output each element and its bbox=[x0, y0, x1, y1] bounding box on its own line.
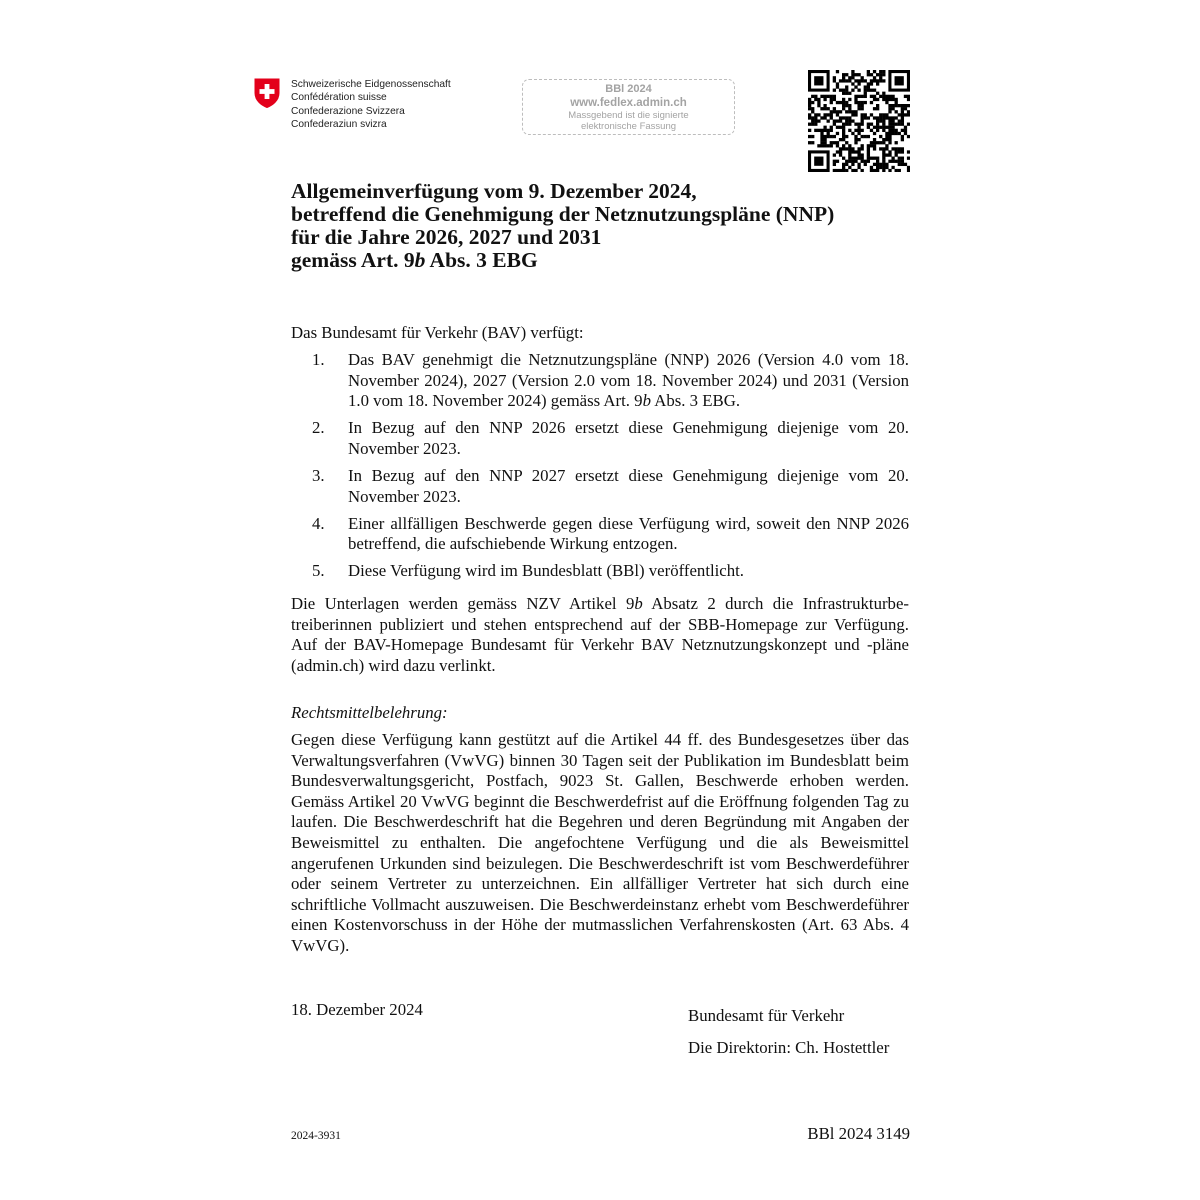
qr-code-icon bbox=[808, 70, 910, 172]
documents-paragraph: Die Unterlagen werden gemäss NZV Artikel 9b Absatz 2 durch die Infrastrukturbetreiberinnen publiziert und stehen entsprechend auf der SBB-Homepage zur Verfügung. Auf der BAV-Homepage Bundesamt für Verkehr BAV Netznutzungskonzept und -pläne (admin.ch) wird dazu verlinkt. bbox=[291, 594, 909, 675]
title-line-2: betreffend die Genehmigung der Netznutzungspläne (NNP) bbox=[291, 202, 835, 226]
director-signature: Die Direktorin: Ch. Hostettler bbox=[688, 1038, 890, 1057]
list-item: 4. Einer allfälligen Beschwerde gegen diese Verfügung wird, soweit den NNP 2026 betreffend, die aufschiebende Wirkung entzogen. bbox=[312, 513, 909, 554]
list-item-number: 2. bbox=[312, 418, 325, 438]
list-item-number: 4. bbox=[312, 513, 325, 533]
issue-date: 18. Dezember 2024 bbox=[291, 1000, 423, 1019]
confederation-name-fr: Confédération suisse bbox=[291, 92, 387, 104]
confederation-name-it: Confederazione Svizzera bbox=[291, 105, 405, 117]
confederation-name-de: Schweizerische Eidgenossenschaft bbox=[291, 79, 451, 90]
legal-remedy-text: Gegen diese Verfügung kann gestützt auf die Artikel 44 ff. des Bundesgesetzes über das Verwaltungsverfahren (VwVG) binnen 30 Tagen seit der Publikation im Bundesblatt beim Bundesverwaltungsgericht, Postfach, 9023 St. Gallen, Beschwerde erhoben werden. Gemäss Artikel 20 VwVG beginnt die Beschwerdefrist auf die Eröffnung folgenden Tag zu laufen. Die Beschwerdeschrift hat die Begehren und deren Begründung mit Angaben der Beweismittel zu enthalten. Die angefochtene Verfügung und die als Beweismittel angerufenen Urkunden sind beizulegen. Die Beschwerdeschrift ist vom Beschwerdeführer oder seinem Vertreter zu unterzeichnen. Ein allfälliger Vertreter hat sich durch eine schriftliche Vollmacht auszuweisen. Die Beschwerdeinstanz erhebt vom Beschwerdeführer einen Kostenvorschuss in der Höhe der mutmasslichen Verfahrenskosten (Art. 63 Abs. 4 VwVG). bbox=[291, 730, 909, 955]
title-line-4: gemäss Art. 9b Abs. 3 EBG bbox=[291, 248, 538, 272]
fedlex-stamp bbox=[522, 79, 735, 135]
stamp-url: www.fedlex.admin.ch bbox=[570, 97, 687, 109]
list-item-number: 5. bbox=[312, 561, 325, 581]
stamp-note-2: elektronische Fassung bbox=[580, 121, 677, 132]
title-line-1: Allgemeinverfügung vom 9. Dezember 2024, bbox=[291, 179, 697, 203]
list-item: 3. In Bezug auf den NNP 2027 ersetzt diese Genehmigung diejenige vom 20. November 2023. bbox=[312, 465, 909, 506]
list-item: 1. Das BAV genehmigt die Netznutzungspläne (NNP) 2026 (Version 4.0 vom 18. November 2024), 2027 (Version 2.0 vom 18. November 2024) und 2031 (Version 1.0 vom 18. November 2024) gemäss Art. 9b Abs. 3 EBG. bbox=[312, 350, 909, 411]
legal-remedy-heading: Rechtsmittelbelehrung: bbox=[291, 703, 448, 722]
list-item: 5. Diese Verfügung wird im Bundesblatt (BBl) veröffentlicht. bbox=[312, 561, 744, 581]
signature-block bbox=[688, 1000, 889, 1064]
stamp-bbl: BBl 2024 bbox=[605, 83, 652, 95]
stamp-note-1: Massgebend ist die signierte bbox=[568, 110, 689, 121]
document-title bbox=[291, 180, 931, 272]
confederation-names bbox=[291, 78, 451, 131]
title-line-3: für die Jahre 2026, 2027 und 2031 bbox=[291, 225, 602, 249]
intro-text: Das Bundesamt für Verkehr (BAV) verfügt: bbox=[291, 323, 584, 342]
bbl-reference: BBl 2024 3149 bbox=[807, 1124, 910, 1143]
list-item-number: 1. bbox=[312, 350, 325, 369]
document-number: 2024-3931 bbox=[291, 1130, 341, 1142]
issuing-office: Bundesamt für Verkehr bbox=[688, 1006, 845, 1025]
confederation-name-rm: Confederaziun svizra bbox=[291, 118, 387, 130]
decision-list bbox=[291, 350, 909, 588]
list-item: 2. In Bezug auf den NNP 2026 ersetzt diese Genehmigung diejenige vom 20. November 2023. bbox=[312, 418, 909, 458]
list-item-number: 3. bbox=[312, 465, 325, 485]
swiss-coat-of-arms-icon bbox=[254, 78, 280, 108]
